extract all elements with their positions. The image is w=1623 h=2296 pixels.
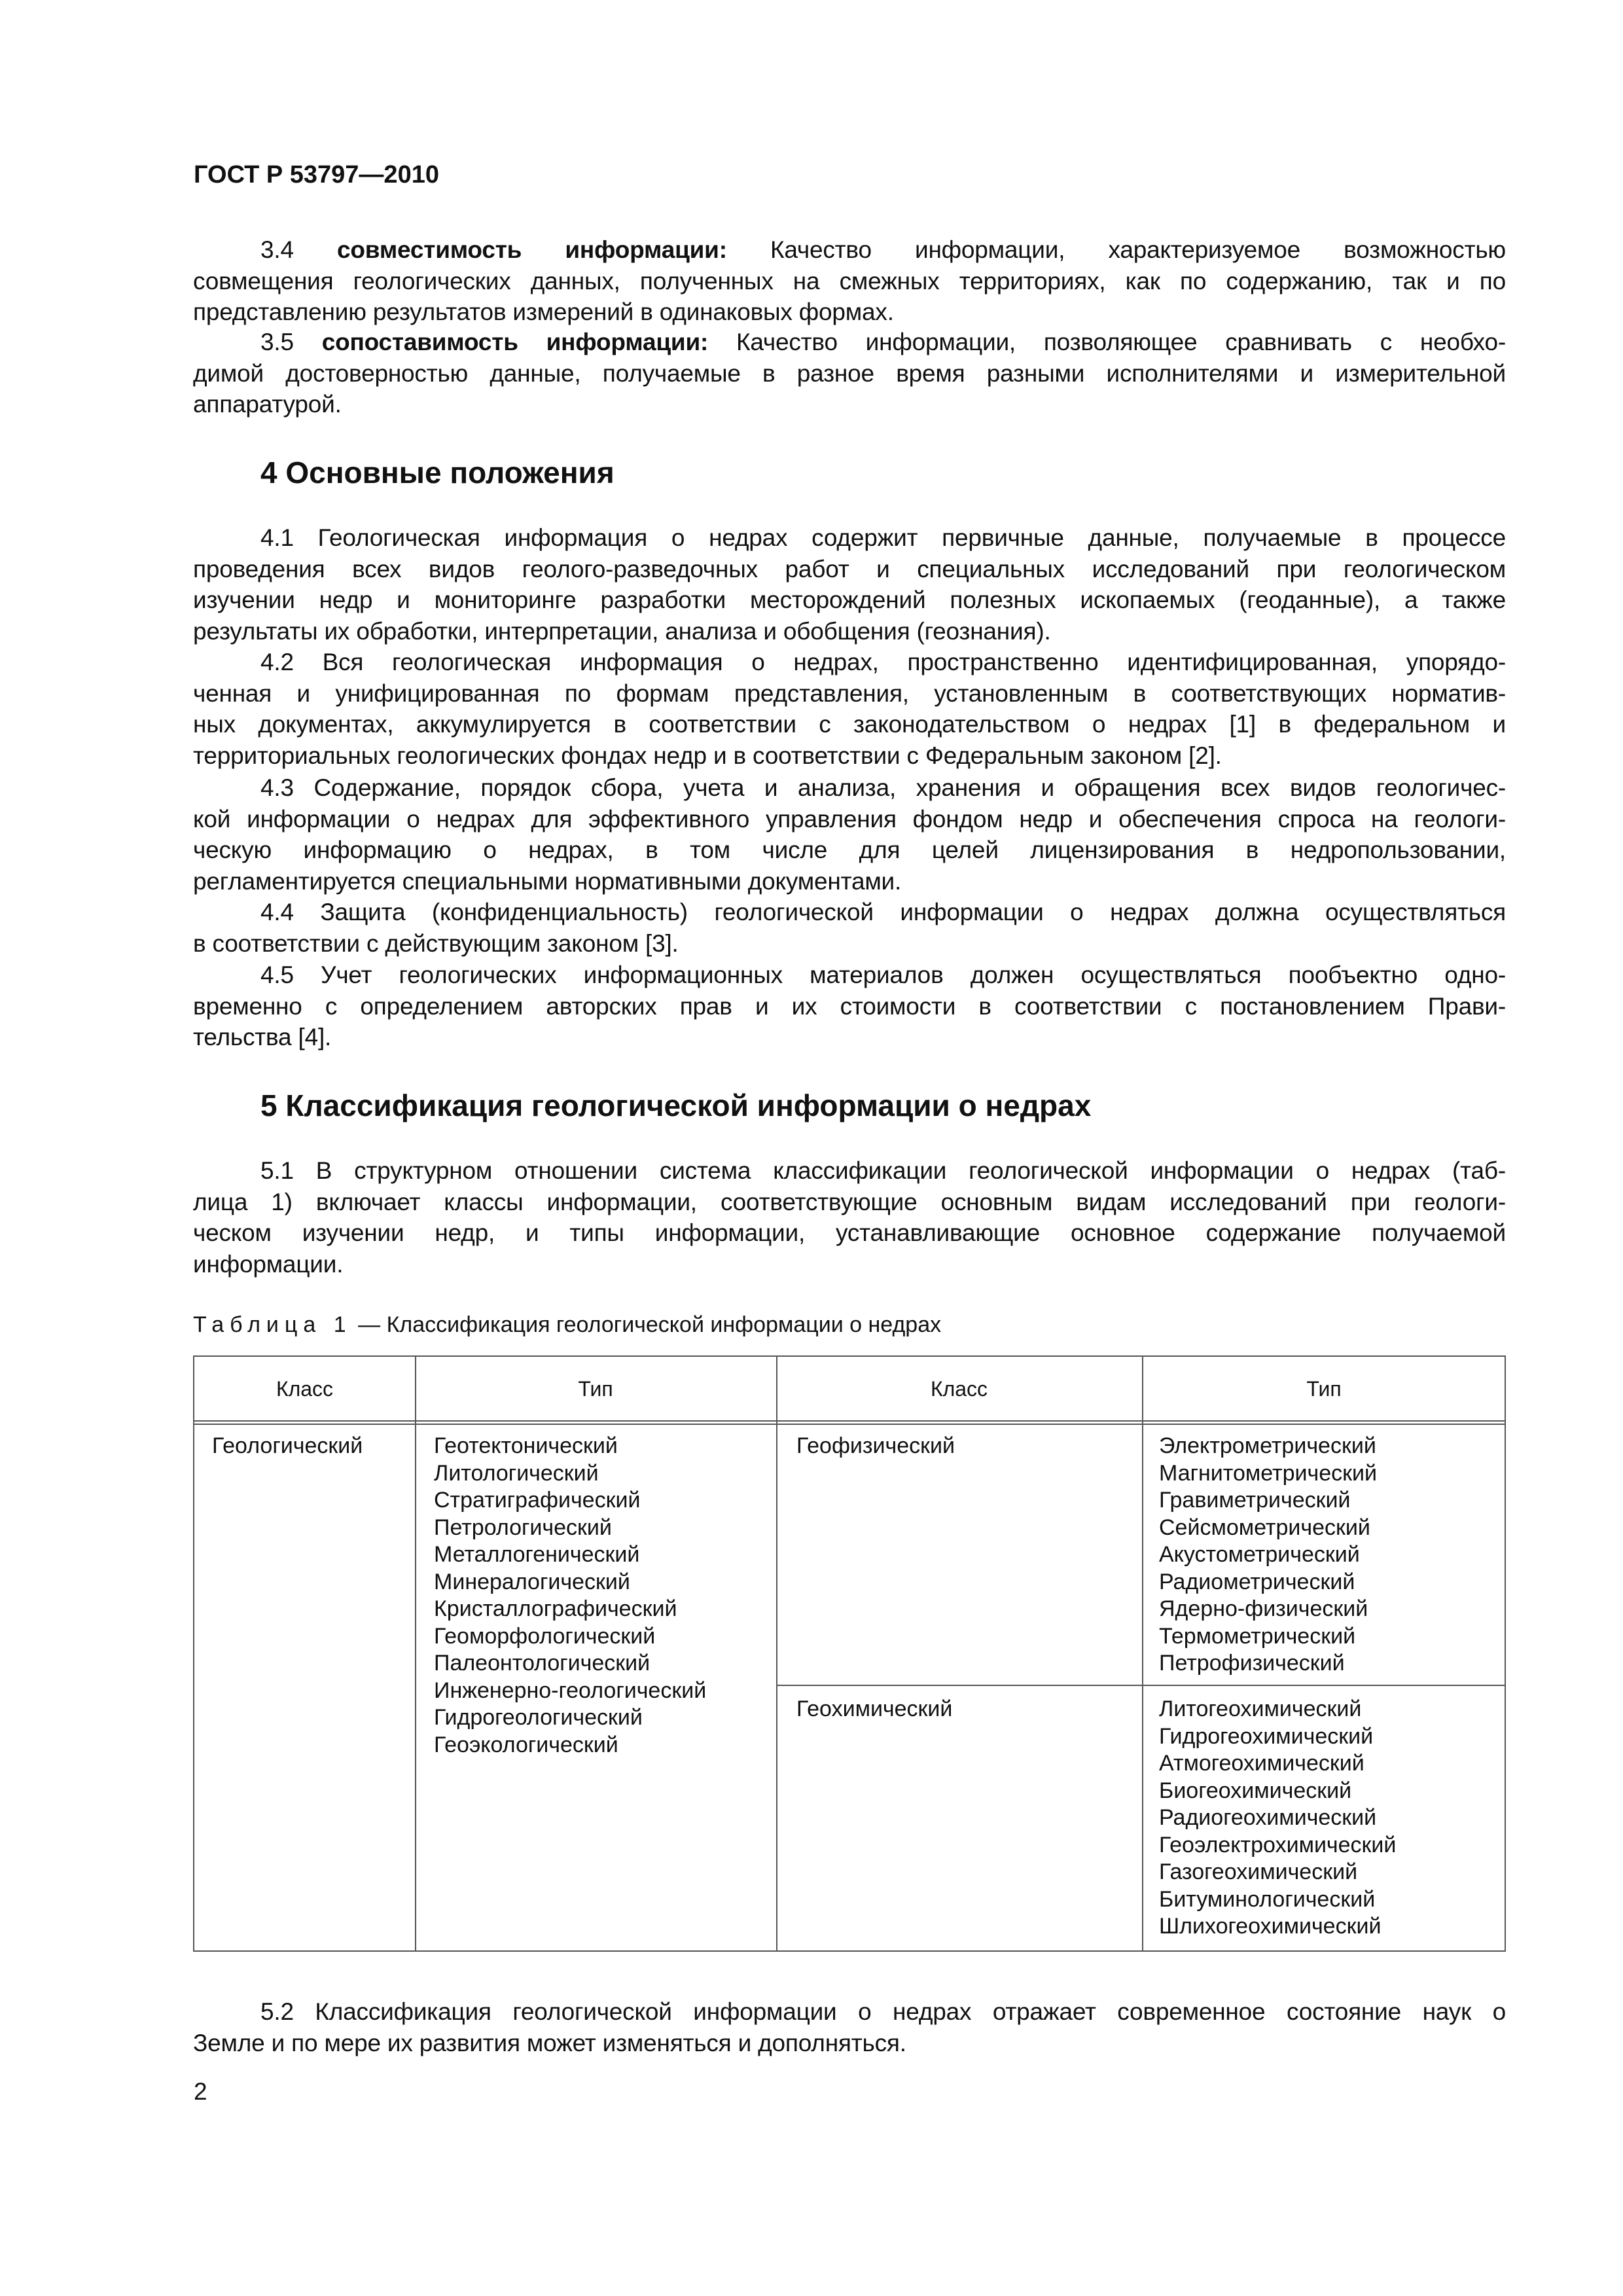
text-line: ческом изучении недр, и типы информации, устанавливающие основное содержание получаемой <box>193 1219 1506 1247</box>
definition-text: Качество информации, позволяющее сравнивать с необхо- <box>736 329 1506 355</box>
text-line: результаты их обработки, интерпретации, анализа и обобщения (геознания). <box>193 617 1051 645</box>
header-type-2: Тип <box>1306 1377 1342 1401</box>
paragraph-5-1 <box>193 1155 1506 1280</box>
page-number: 2 <box>194 2078 207 2105</box>
type-item: Геоморфологический <box>434 1623 656 1649</box>
text-line: 4.4 Защита (конфиденциальность) геологической информации о недрах должна осуществляться <box>260 899 1506 925</box>
text-line: Земле и по мере их развития может изменяться и дополняться. <box>193 2029 906 2056</box>
text-line: временно с определением авторских прав и их стоимости в соответствии с постановлением Прави- <box>193 992 1506 1020</box>
class-geological: Геологический <box>212 1433 363 1458</box>
text-line: 5.2 Классификация геологической информации о недрах отражает современное состояние наук о <box>260 1998 1506 2025</box>
type-item: Акустометрический <box>1159 1542 1360 1567</box>
paragraph-3-5 <box>193 327 1506 420</box>
text-line: димой достоверностью данные, получаемые в разное время разными исполнителями и измерительной <box>193 359 1506 387</box>
text-line <box>193 234 1506 266</box>
table-caption-text: — Классификация геологической информации о недрах <box>351 1312 942 1337</box>
row-divider <box>776 1685 1505 1686</box>
class-geophysical: Геофизический <box>796 1433 955 1458</box>
type-item: Металлогенический <box>434 1542 640 1567</box>
header-type-1: Тип <box>578 1377 613 1401</box>
column-divider <box>776 1357 777 1950</box>
types-geological <box>434 1433 706 1759</box>
type-item: Гидрогеохимический <box>1159 1723 1374 1749</box>
type-item: Минералогический <box>434 1569 630 1594</box>
text-line: 4.1 Геологическая информация о недрах содержит первичные данные, получаемые в процессе <box>260 524 1506 551</box>
type-item: Биогеохимический <box>1159 1778 1352 1803</box>
types-geochemical <box>1159 1696 1396 1941</box>
type-item: Петрофизический <box>1159 1651 1345 1676</box>
type-item: Геоэкологический <box>434 1732 618 1757</box>
definition-text: Качество информации, характеризуемое возможностью <box>770 236 1506 263</box>
text-line: ченная и унифицированная по формам представления, установленным в соответствующих норматив- <box>193 679 1506 707</box>
type-item: Электрометрический <box>1159 1433 1376 1458</box>
paragraph-4-2 <box>193 647 1506 771</box>
section-heading-5: 5 Классификация геологической информации о недрах <box>260 1088 1092 1122</box>
type-item: Геотектонический <box>434 1433 618 1458</box>
paragraph-5-2 <box>193 1996 1506 2058</box>
text-line: 4.2 Вся геологическая информация о недрах, пространственно идентифицированная, упорядо- <box>260 649 1506 675</box>
paragraph-4-1 <box>193 522 1506 647</box>
text-line: кой информации о недрах для эффективного управления фондом недр и обеспечения спроса на геологи- <box>193 805 1506 833</box>
type-item: Литогеохимический <box>1159 1696 1362 1721</box>
text-line: ческую информацию о недрах, в том числе для целей лицензирования в недропользовании, <box>193 836 1506 864</box>
type-item: Стратиграфический <box>434 1488 641 1513</box>
header-class-1: Класс <box>276 1377 334 1401</box>
text-line: проведения всех видов геолого-разведочных работ и специальных исследований при геологическом <box>193 555 1506 583</box>
type-item: Радиогеохимический <box>1159 1805 1377 1830</box>
types-geophysical <box>1159 1433 1377 1677</box>
type-item: Гидрогеологический <box>434 1705 643 1730</box>
table-caption <box>193 1312 941 1338</box>
text-line: в соответствии с действующим законом [3]. <box>193 929 679 957</box>
document-code: ГОСТ Р 53797—2010 <box>194 161 439 188</box>
paragraph-4-3 <box>193 772 1506 897</box>
defined-term: сопоставимость информации: <box>321 329 709 355</box>
paragraph-3-4 <box>193 234 1506 328</box>
text-line <box>193 327 1506 358</box>
type-item: Кристаллографический <box>434 1596 677 1621</box>
header-class-2: Класс <box>930 1377 988 1401</box>
column-divider <box>415 1357 416 1950</box>
section-heading-4: 4 Основные положения <box>260 456 615 490</box>
text-line: 5.1 В структурном отношении система классификации геологической информации о недрах (таб- <box>260 1157 1506 1184</box>
text-line: 4.5 Учет геологических информационных материалов должен осуществляться пообъектно одно- <box>260 961 1506 988</box>
text-line: регламентируется специальными нормативными документами. <box>193 867 902 895</box>
type-item: Термометрический <box>1159 1623 1356 1649</box>
text-line: информации. <box>193 1250 344 1278</box>
classification-table <box>193 1355 1506 1952</box>
clause-number: 3.5 <box>260 329 294 355</box>
type-item: Битуминологический <box>1159 1886 1376 1912</box>
text-line: изучении недр и мониторинге разработки месторождений полезных ископаемых (геоданные), а также <box>193 586 1506 614</box>
type-item: Радиометрический <box>1159 1569 1355 1594</box>
type-item: Шлихогеохимический <box>1159 1914 1382 1939</box>
type-item: Литологический <box>434 1460 599 1486</box>
table-caption-label: Таблица 1 <box>193 1312 352 1337</box>
text-line: 4.3 Содержание, порядок сбора, учета и анализа, хранения и обращения всех видов геологичес- <box>260 774 1506 801</box>
type-item: Ядерно-физический <box>1159 1596 1368 1621</box>
text-line: аппаратурой. <box>193 391 342 418</box>
text-line: лица 1) включает классы информации, соответствующие основным видам исследований при геологи- <box>193 1188 1506 1215</box>
type-item: Сейсмометрический <box>1159 1515 1370 1540</box>
defined-term: совместимость информации: <box>337 236 727 263</box>
paragraph-4-5 <box>193 960 1506 1053</box>
type-item: Атмогеохимический <box>1159 1751 1364 1776</box>
type-item: Палеонтологический <box>434 1651 651 1676</box>
paragraph-4-4 <box>193 897 1506 959</box>
type-item: Геоэлектрохимический <box>1159 1832 1397 1857</box>
type-item: Инженерно-геологический <box>434 1677 707 1703</box>
type-item: Гравиметрический <box>1159 1488 1351 1513</box>
text-line: тельства [4]. <box>193 1024 332 1051</box>
clause-number: 3.4 <box>260 236 294 263</box>
class-geochemical: Геохимический <box>796 1696 953 1721</box>
type-item: Петрологический <box>434 1515 612 1540</box>
type-item: Газогеохимический <box>1159 1859 1358 1884</box>
text-line: территориальных геологических фондах недр и в соответствии с Федеральным законом [2]. <box>193 742 1222 769</box>
text-line: совмещения геологических данных, полученных на смежных территориях, как по содержанию, так и по <box>193 267 1506 295</box>
type-item: Магнитометрический <box>1159 1460 1377 1486</box>
text-line: представлению результатов измерений в одинаковых формах. <box>193 298 894 326</box>
text-line: ных документах, аккумулируется в соответствии с законодательством о недрах [1] в федеральном и <box>193 711 1506 738</box>
column-divider <box>1142 1357 1143 1950</box>
header-divider <box>194 1424 1505 1425</box>
